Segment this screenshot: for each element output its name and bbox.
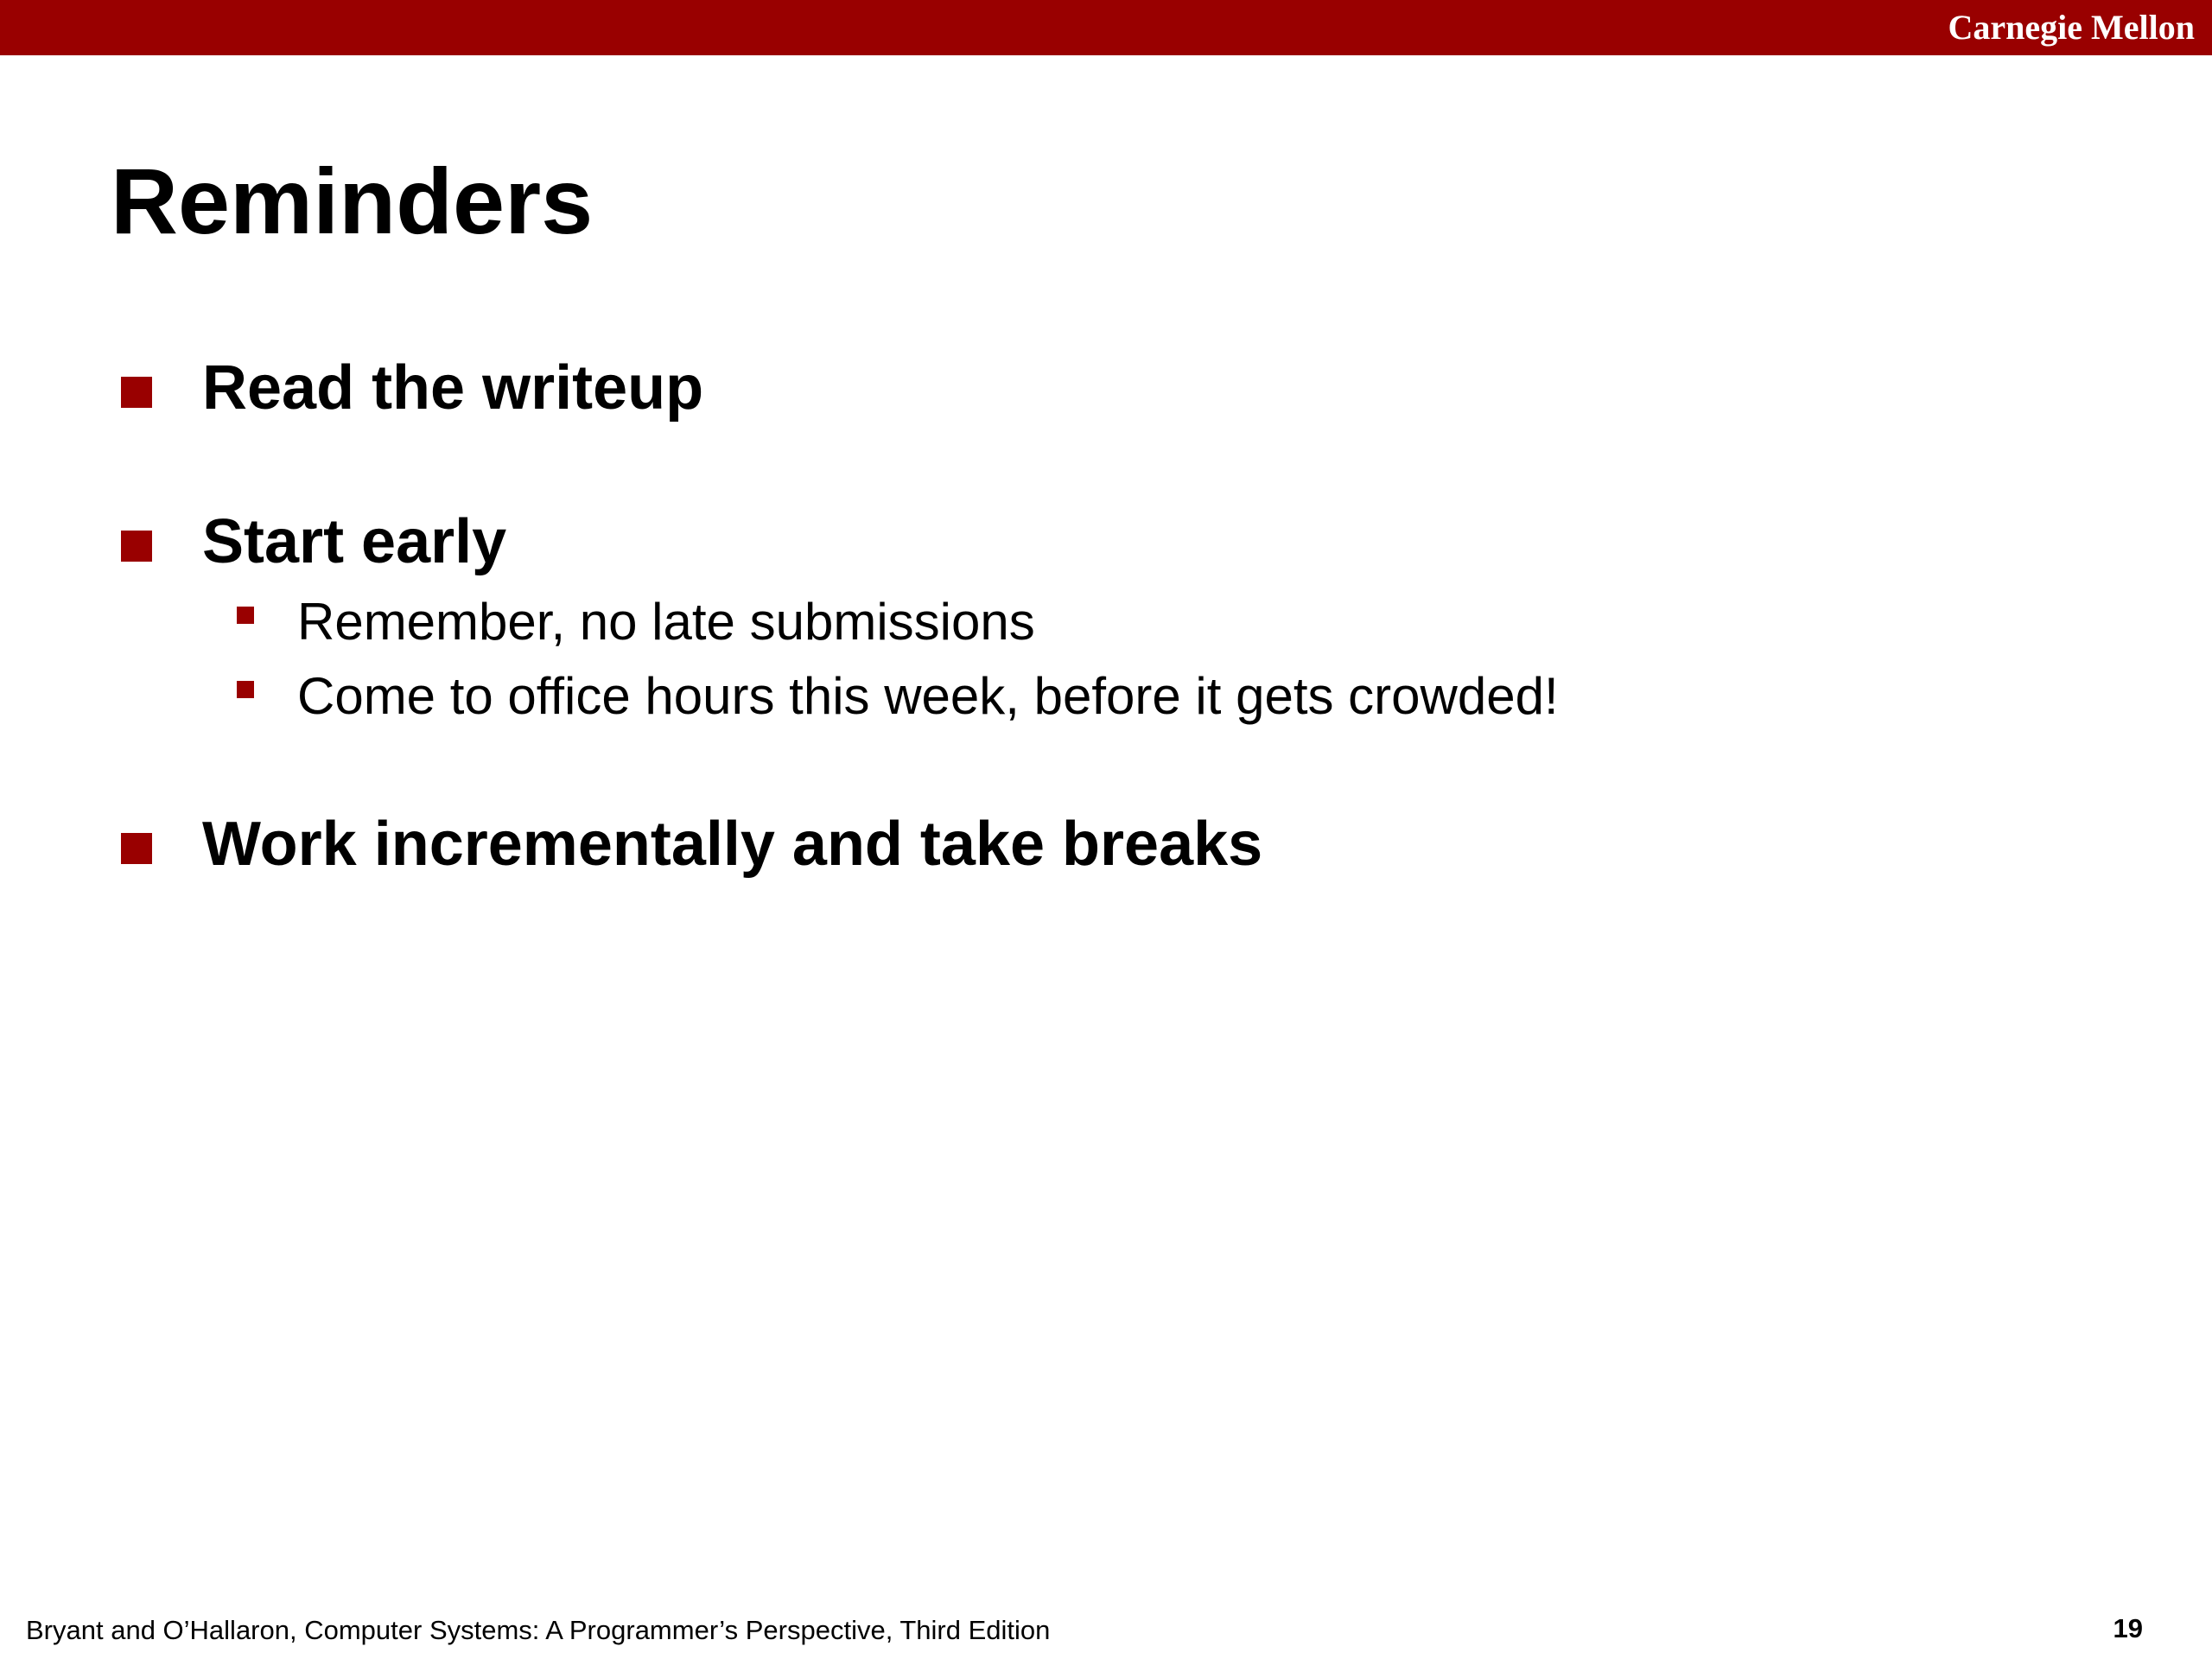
brand-label: Carnegie Mellon [1948, 8, 2195, 47]
page-number: 19 [2113, 1613, 2143, 1643]
square-bullet-icon [237, 681, 254, 698]
bullet-text: Read the writeup [202, 353, 704, 423]
slide-title: Reminders [111, 149, 594, 253]
sub-bullet-text: Come to office hours this week, before it gets crowded! [297, 667, 1559, 725]
square-bullet-icon [121, 833, 152, 864]
sub-bullet-text: Remember, no late submissions [297, 593, 1035, 651]
header-bar [0, 0, 2212, 55]
square-bullet-icon [121, 377, 152, 408]
footer-citation: Bryant and O’Hallaron, Computer Systems: A Programmer’s Perspective, Third Edition [26, 1615, 1051, 1645]
square-bullet-icon [237, 607, 254, 624]
bullet-text: Work incrementally and take breaks [202, 810, 1263, 879]
square-bullet-icon [121, 531, 152, 562]
bullet-text: Start early [202, 507, 507, 576]
